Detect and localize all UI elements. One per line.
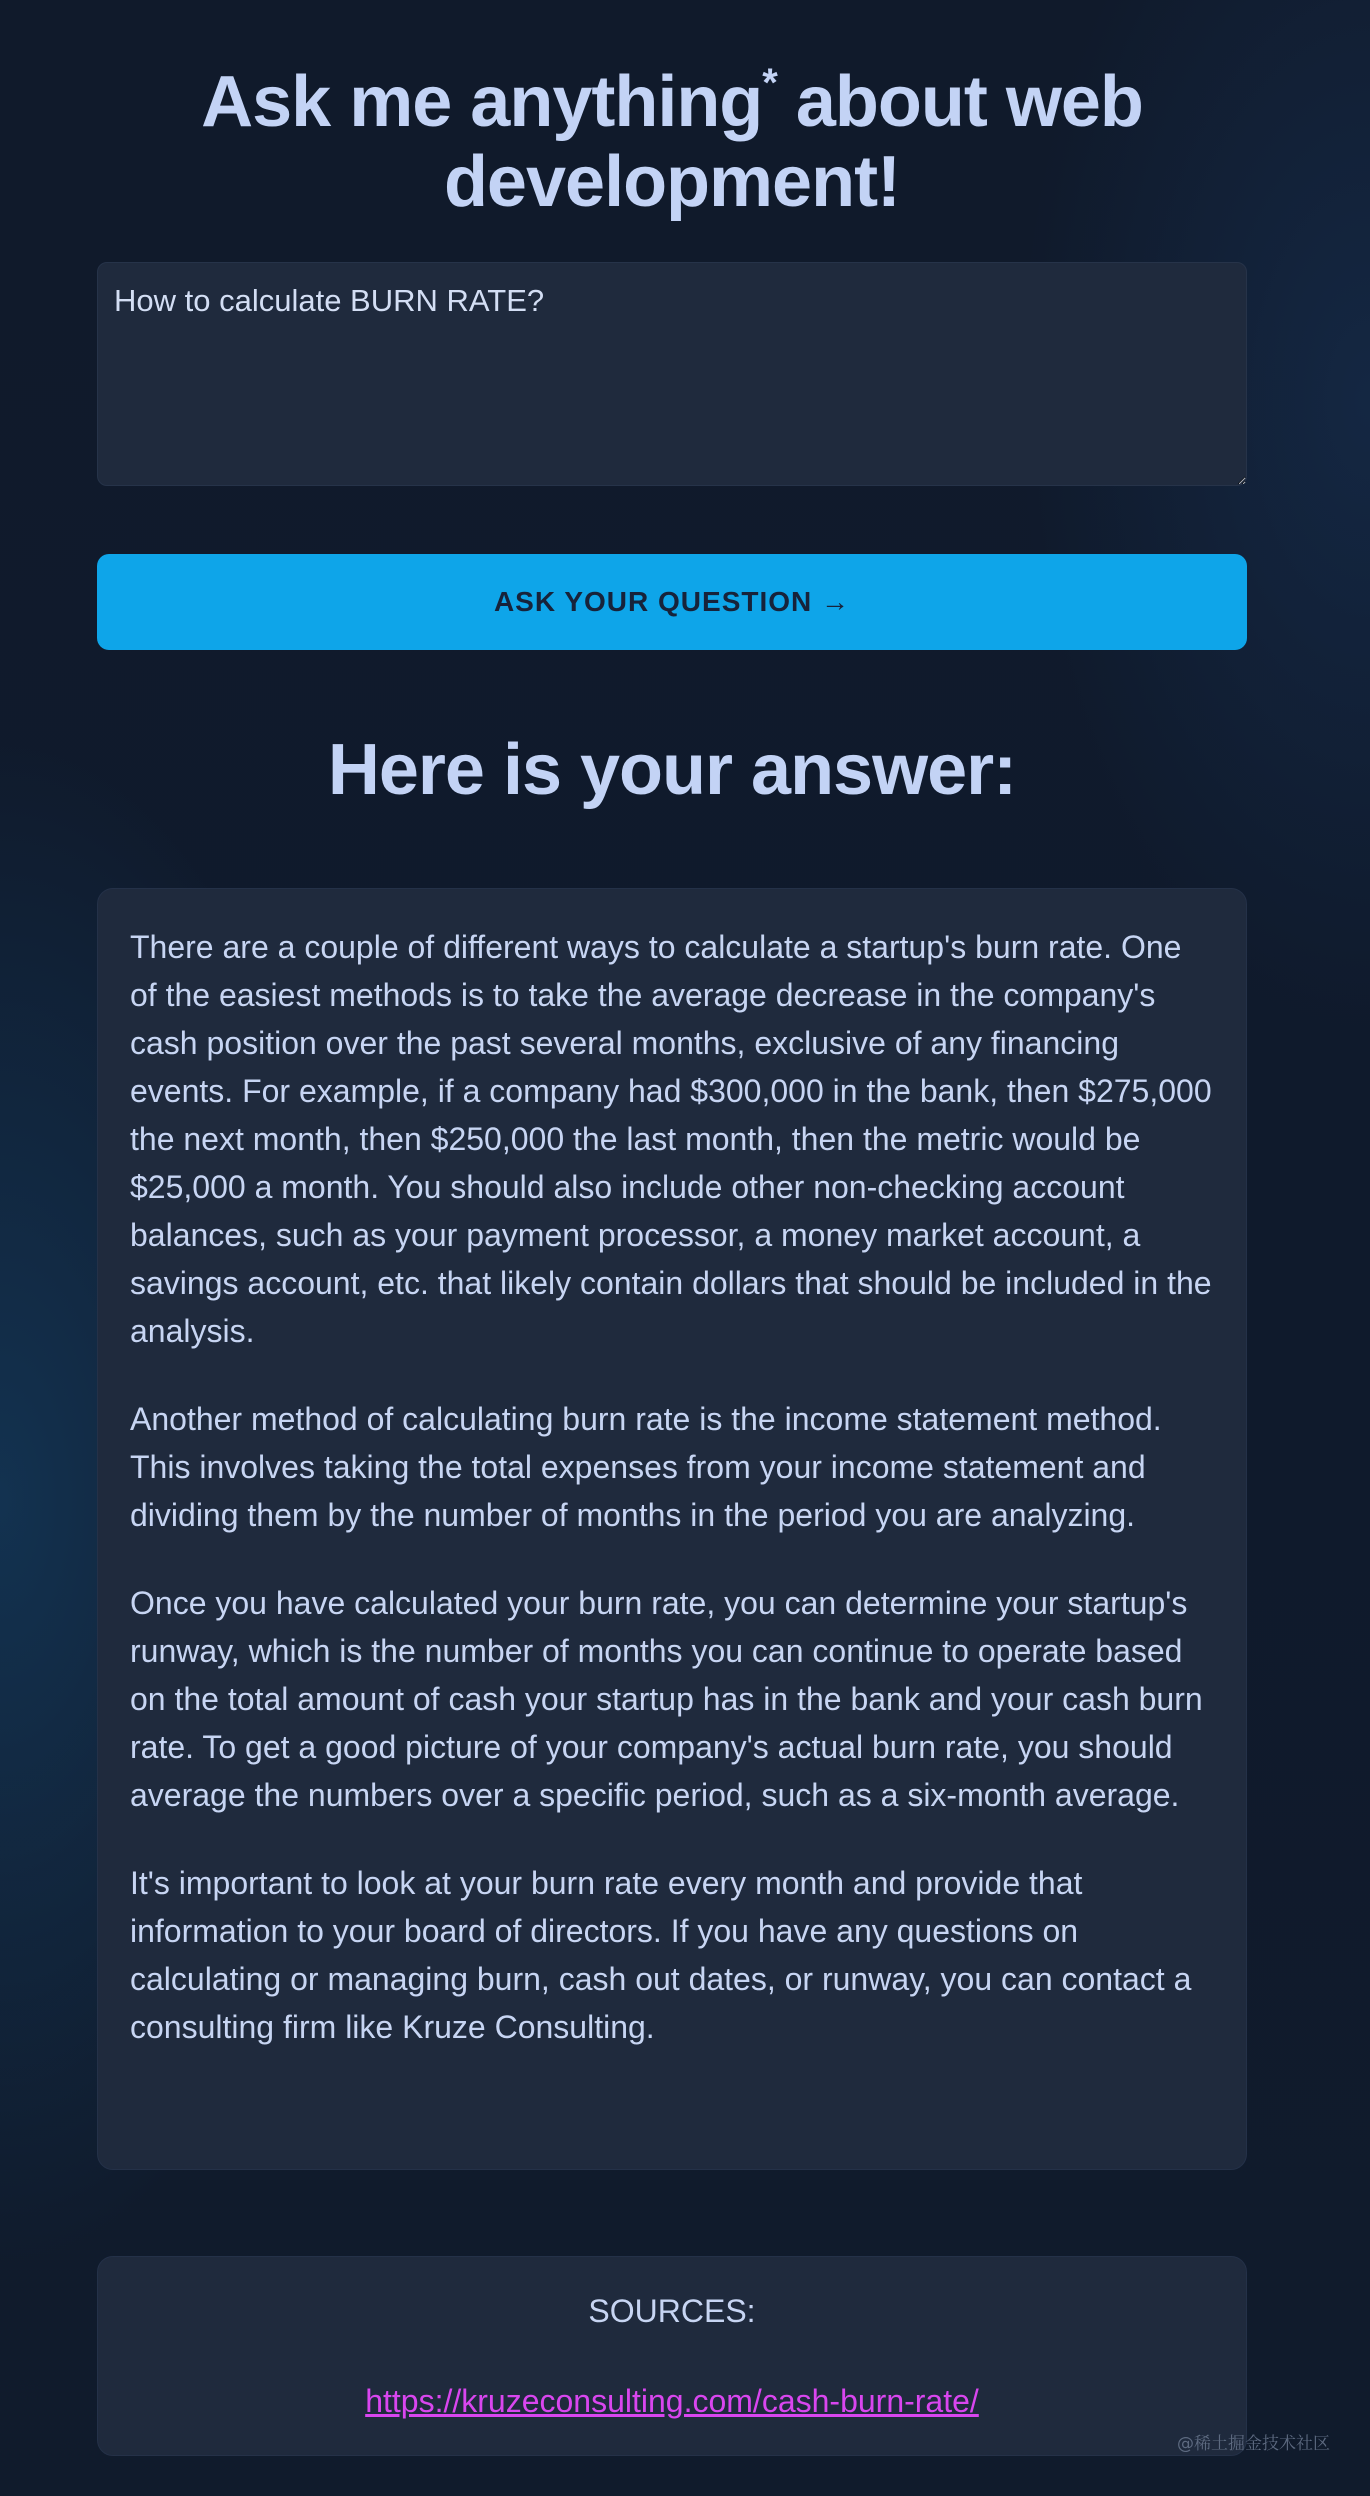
answer-paragraph: Another method of calculating burn rate is the income statement method. This involves taking the total expenses from your income statement and dividing them by the number of months in the period you are analyzing. xyxy=(130,1401,1162,1533)
question-input[interactable] xyxy=(97,262,1247,486)
sources-label: SOURCES: xyxy=(588,2293,756,2329)
ask-question-button[interactable]: ASK YOUR QUESTION → xyxy=(97,554,1247,650)
source-link[interactable]: https://kruzeconsulting.com/cash-burn-rate/ xyxy=(365,2383,979,2419)
title-asterisk: * xyxy=(762,61,777,105)
answer-card xyxy=(97,888,1247,2170)
answer-paragraph: There are a couple of different ways to calculate a startup's burn rate. One of the easiest methods is to take the average decrease in the company's cash position over the past several months, exclusive of any financing events. For example, if a company had $300,000 in the bank, then $275,000 the next month, then $250,000 the last month, then the metric would be $25,000 a month. You should also include other non-checking account balances, such as your payment processor, a money market account, a savings account, etc. that likely contain dollars that should be included in the analysis. xyxy=(130,929,1212,1349)
answer-paragraph: Once you have calculated your burn rate, you can determine your startup's runway, which is the number of months you can continue to operate based on the total amount of cash your startup has in the bank and your cash burn rate. To get a good picture of your company's actual burn rate, you should average the numbers over a specific period, such as a six-month average. xyxy=(130,1585,1203,1813)
sources-card xyxy=(97,2256,1247,2456)
watermark: @稀土掘金技术社区 xyxy=(1177,2434,1330,2454)
answer-heading: Here is your answer: xyxy=(327,730,1017,810)
page-content xyxy=(97,0,1247,2456)
page-title xyxy=(97,0,1247,222)
page-title-part2: about web development! xyxy=(443,62,1143,222)
answer-paragraph: It's important to look at your burn rate every month and provide that information to your board of directors. If you have any questions on calculating or managing burn, cash out dates, or runway, you can contact a consulting firm like Kruze Consulting. xyxy=(130,1865,1192,2045)
page-title-part1: Ask me anything xyxy=(201,62,763,142)
